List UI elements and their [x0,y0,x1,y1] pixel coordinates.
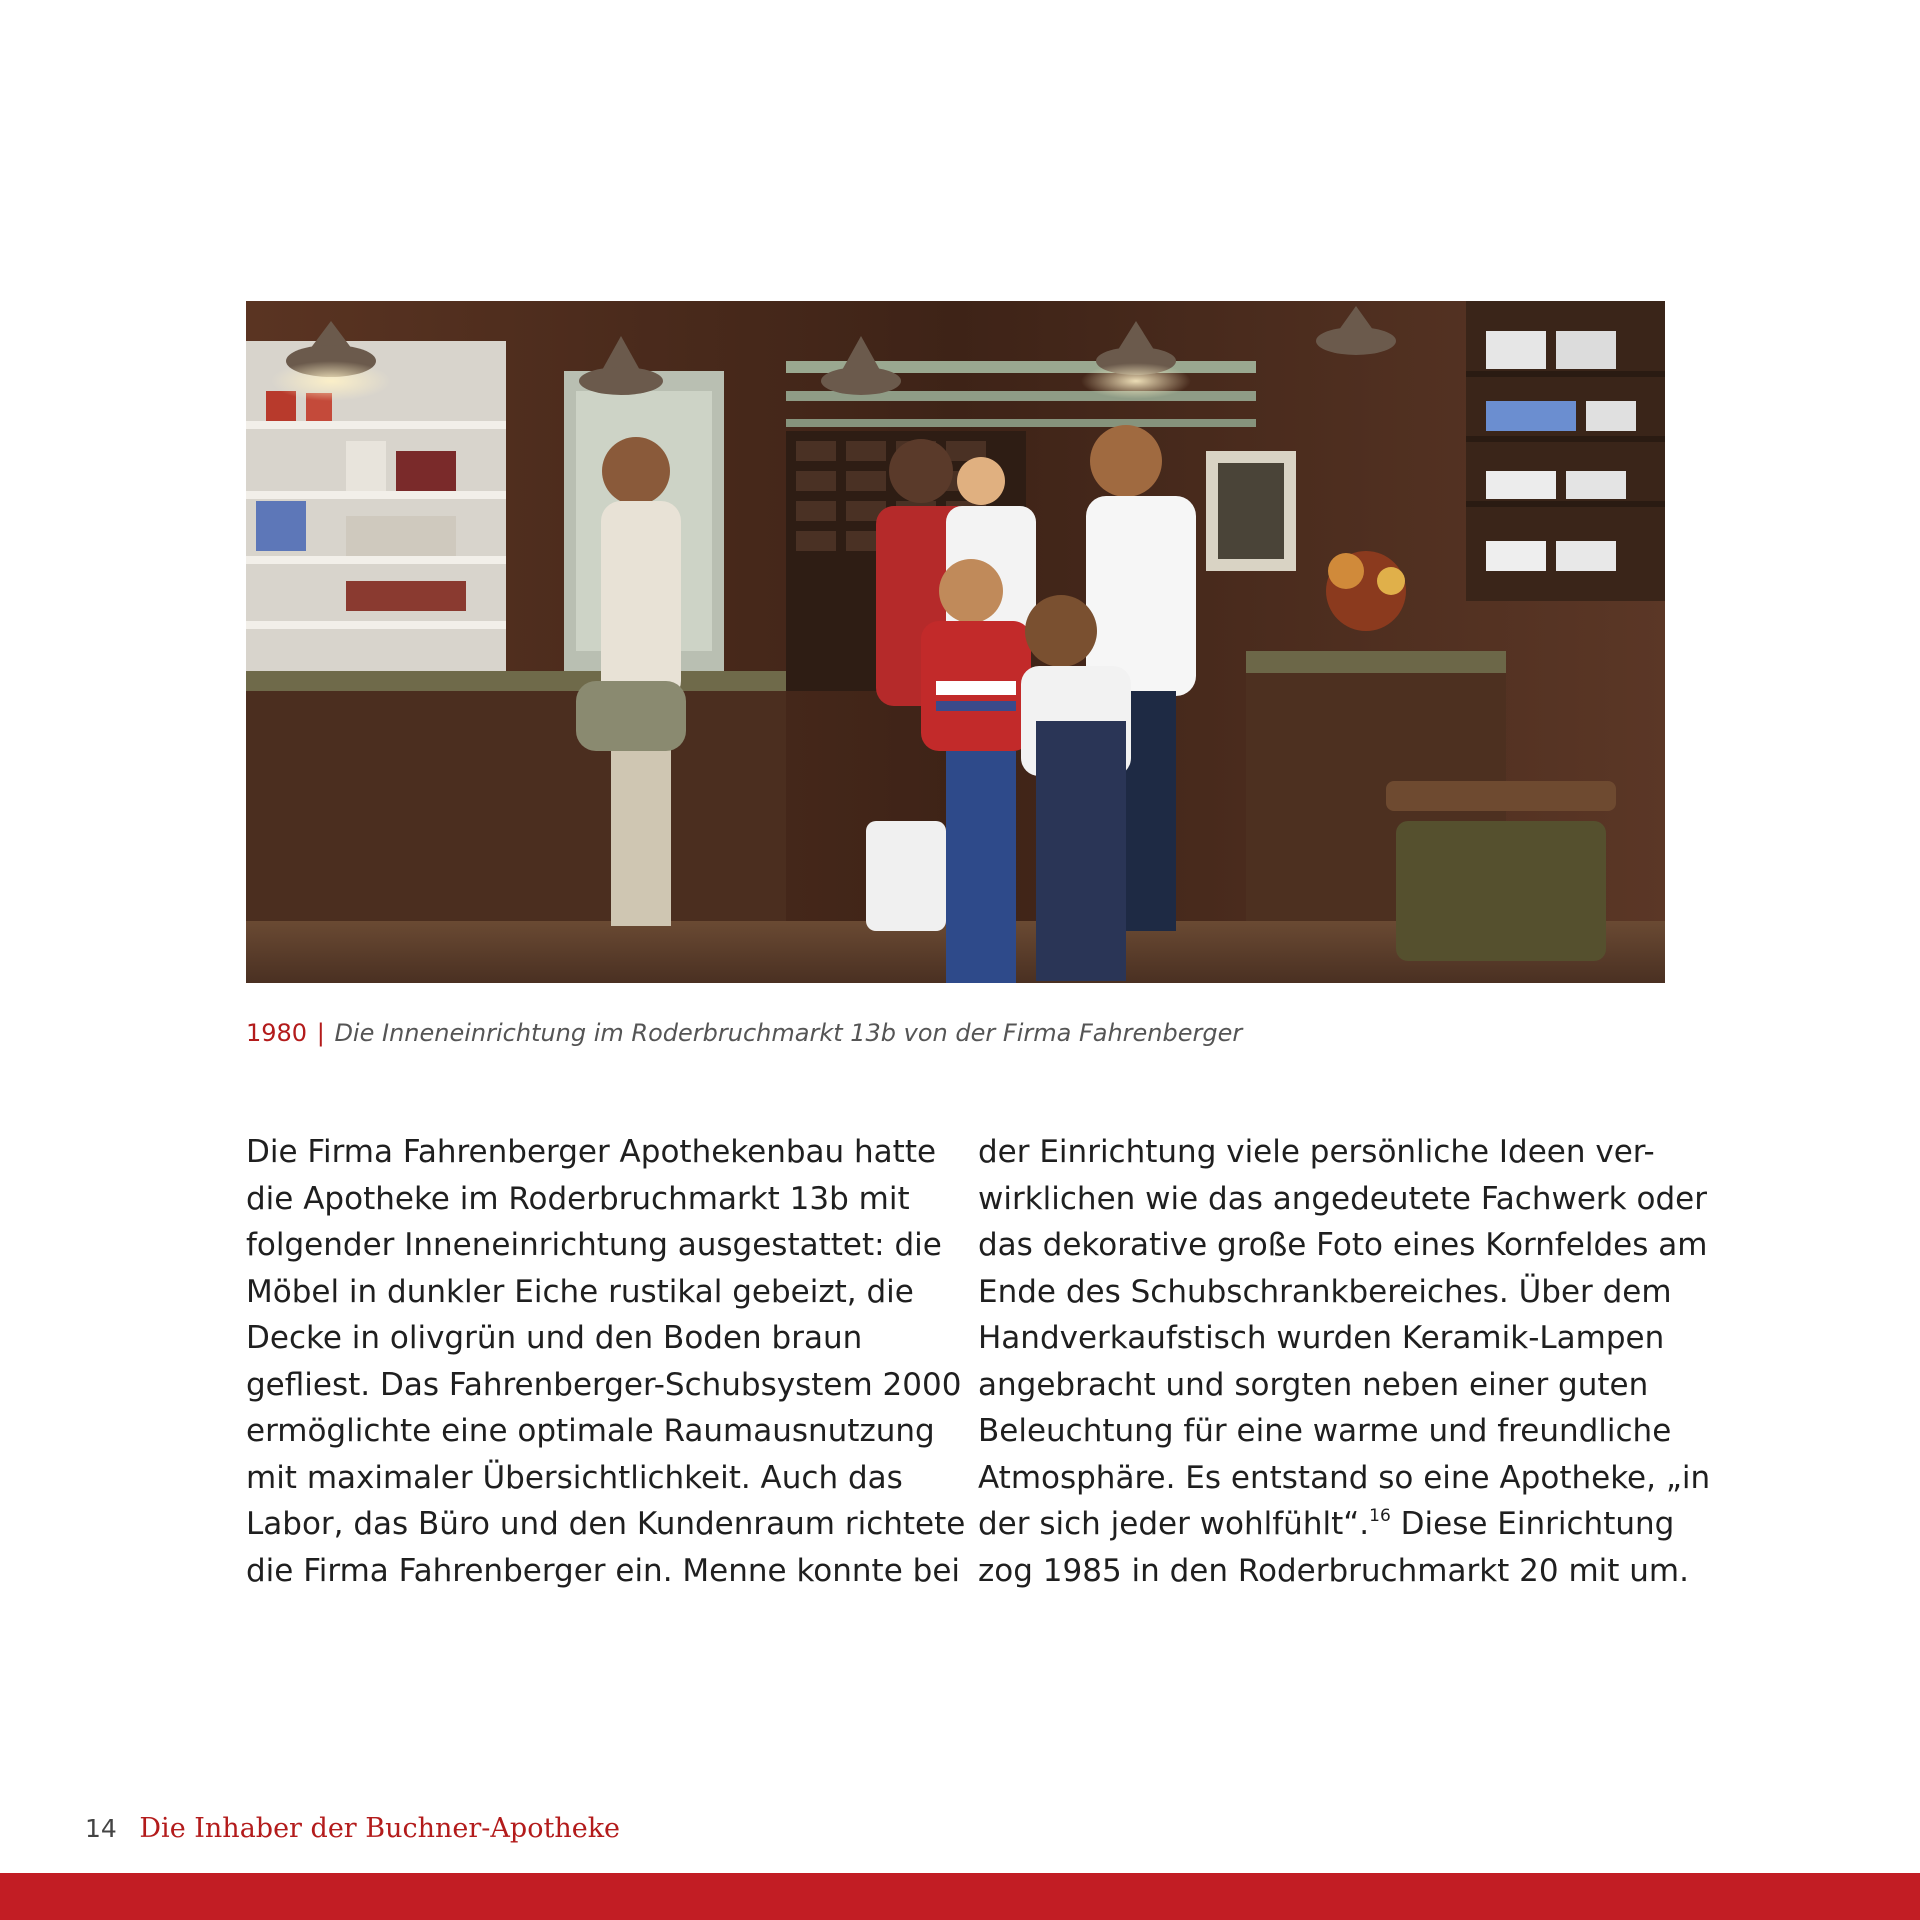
body-line: gefliest. Das Fahrenberger-Schubsystem 2000 [246,1366,962,1403]
body-line: Die Firma Fahrenberger Apothekenbau hatte [246,1134,937,1170]
running-title: Die Inhaber der Buchner-Apotheke [139,1813,621,1844]
page-number: 14 [85,1814,117,1843]
body-line: Möbel in dunkler Eiche rustikal gebeizt, die [246,1273,914,1310]
photo-illustration [246,301,1665,983]
body-line: Labor, das Büro und den Kundenraum richtete [246,1506,966,1542]
body-line: angebracht und sorgten neben einer guten [978,1366,1649,1403]
body-column-right [978,1129,1711,1594]
body-line: mit maximaler Übersichtlichkeit. Auch das [246,1459,903,1496]
body-line: ermöglichte eine optimale Raumausnutzung [246,1413,935,1449]
body-line: zog 1985 in den Roderbruchmarkt 20 mit um. [978,1552,1689,1589]
line-text-before-footnote: der sich jeder wohlfühlt“. [978,1506,1370,1542]
page-footer [85,1812,620,1846]
pharmacy-interior-photo [246,301,1665,983]
body-line: Atmosphäre. Es entstand so eine Apotheke, „in [978,1459,1711,1496]
body-column-left [246,1129,966,1594]
body-line: Decke in olivgrün und den Boden braun [246,1320,863,1356]
photo-caption [246,1018,1666,1048]
line-text-after-footnote: Diese Einrichtung [1390,1506,1675,1542]
body-line: wirklichen wie das angedeutete Fachwerk oder [978,1180,1707,1217]
caption-text: Die Inneneinrichtung im Roderbruchmarkt 13b von der Firma Fahrenberger [334,1019,1243,1047]
caption-year: 1980 [246,1019,308,1047]
bottom-color-band [0,1873,1920,1920]
body-line-with-footnote [978,1501,1675,1548]
body-line: der Einrichtung viele persönliche Ideen ver- [978,1134,1655,1170]
footnote-reference[interactable]: 16 [1369,1506,1391,1526]
body-line: die Apotheke im Roderbruchmarkt 13b mit [246,1180,910,1217]
caption-separator: | [316,1019,325,1047]
body-line: die Firma Fahrenberger ein. Menne konnte bei [246,1552,960,1589]
body-line: Ende des Schubschrankbereiches. Über dem [978,1273,1672,1310]
body-line: Beleuchtung für eine warme und freundliche [978,1413,1672,1449]
body-line: das dekorative große Foto eines Kornfeldes am [978,1227,1708,1263]
body-line: Handverkaufstisch wurden Keramik-Lampen [978,1320,1665,1356]
body-line: folgender Inneneinrichtung ausgestattet: die [246,1227,942,1263]
